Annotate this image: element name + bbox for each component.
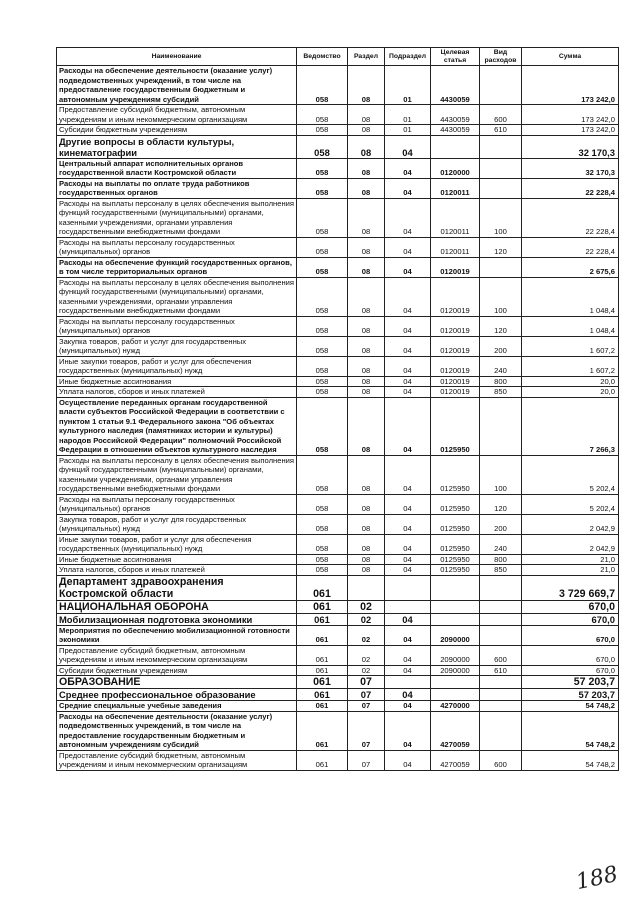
row-expense-type bbox=[480, 257, 522, 277]
row-department: 061 bbox=[297, 600, 348, 613]
row-name: Уплата налогов, сборов и иных платежей bbox=[57, 387, 297, 398]
row-target-article bbox=[431, 613, 480, 625]
row-name: Среднее профессиональное образование bbox=[57, 689, 297, 701]
row-target-article: 0120019 bbox=[431, 387, 480, 398]
row-subsection: 04 bbox=[385, 135, 431, 158]
row-expense-type: 800 bbox=[480, 554, 522, 565]
row-name: Расходы на выплаты персоналу государственных (муниципальных) органов bbox=[57, 237, 297, 257]
row-expense-type: 120 bbox=[480, 494, 522, 514]
row-target-article bbox=[431, 135, 480, 158]
row-section: 08 bbox=[348, 387, 385, 398]
row-name: Расходы на выплаты по оплате труда работников государственных органов bbox=[57, 178, 297, 198]
row-section: 08 bbox=[348, 237, 385, 257]
row-subsection: 04 bbox=[385, 514, 431, 534]
row-sum: 5 202,4 bbox=[522, 494, 619, 514]
row-subsection: 01 bbox=[385, 125, 431, 136]
row-department: 058 bbox=[297, 387, 348, 398]
row-department: 058 bbox=[297, 316, 348, 336]
row-section: 08 bbox=[348, 455, 385, 494]
row-expense-type bbox=[480, 178, 522, 198]
row-name: Расходы на обеспечение функций государственных органов, в том числе территориальных органов bbox=[57, 257, 297, 277]
row-sum: 57 203,7 bbox=[522, 689, 619, 701]
row-section: 08 bbox=[348, 397, 385, 455]
table-row bbox=[57, 105, 619, 125]
table-row bbox=[57, 316, 619, 336]
table-row bbox=[57, 125, 619, 136]
row-department: 058 bbox=[297, 376, 348, 387]
row-subsection bbox=[385, 676, 431, 689]
row-expense-type bbox=[480, 135, 522, 158]
row-expense-type: 120 bbox=[480, 316, 522, 336]
table-row bbox=[57, 455, 619, 494]
row-expense-type: 800 bbox=[480, 376, 522, 387]
row-name: Предоставление субсидий бюджетным, автономным учреждениям и иным некоммерческим организациям bbox=[57, 750, 297, 770]
row-subsection: 04 bbox=[385, 701, 431, 712]
row-sum: 21,0 bbox=[522, 554, 619, 565]
row-sum: 54 748,2 bbox=[522, 701, 619, 712]
row-target-article: 2090000 bbox=[431, 645, 480, 665]
row-section: 08 bbox=[348, 105, 385, 125]
row-sum: 2 042,9 bbox=[522, 514, 619, 534]
row-name: Департамент здравоохранения Костромской области bbox=[57, 575, 297, 600]
row-department: 061 bbox=[297, 689, 348, 701]
table-row bbox=[57, 376, 619, 387]
row-subsection: 04 bbox=[385, 613, 431, 625]
row-target-article: 0120011 bbox=[431, 237, 480, 257]
row-subsection: 04 bbox=[385, 336, 431, 356]
table-row bbox=[57, 711, 619, 750]
row-subsection: 04 bbox=[385, 645, 431, 665]
table-row bbox=[57, 198, 619, 237]
row-sum: 2 675,6 bbox=[522, 257, 619, 277]
row-expense-type bbox=[480, 613, 522, 625]
row-section: 08 bbox=[348, 158, 385, 178]
row-sum: 1 048,4 bbox=[522, 277, 619, 316]
table-body bbox=[57, 66, 619, 771]
row-target-article bbox=[431, 575, 480, 600]
row-section: 07 bbox=[348, 711, 385, 750]
row-section: 02 bbox=[348, 645, 385, 665]
row-section: 08 bbox=[348, 198, 385, 237]
row-expense-type: 240 bbox=[480, 356, 522, 376]
row-section: 08 bbox=[348, 125, 385, 136]
row-section: 07 bbox=[348, 676, 385, 689]
row-sum: 54 748,2 bbox=[522, 750, 619, 770]
row-subsection: 04 bbox=[385, 356, 431, 376]
row-department: 058 bbox=[297, 356, 348, 376]
row-sum: 21,0 bbox=[522, 565, 619, 576]
row-target-article: 0120019 bbox=[431, 277, 480, 316]
row-department: 058 bbox=[297, 494, 348, 514]
row-section: 02 bbox=[348, 600, 385, 613]
row-subsection: 04 bbox=[385, 397, 431, 455]
row-department: 061 bbox=[297, 701, 348, 712]
row-subsection: 04 bbox=[385, 198, 431, 237]
row-section: 07 bbox=[348, 701, 385, 712]
row-target-article: 4430059 bbox=[431, 105, 480, 125]
row-sum: 670,0 bbox=[522, 600, 619, 613]
row-subsection: 04 bbox=[385, 494, 431, 514]
table-row bbox=[57, 135, 619, 158]
row-subsection: 04 bbox=[385, 257, 431, 277]
row-subsection bbox=[385, 600, 431, 613]
row-target-article: 0125950 bbox=[431, 397, 480, 455]
row-subsection: 04 bbox=[385, 565, 431, 576]
row-sum: 5 202,4 bbox=[522, 455, 619, 494]
row-name: Средние специальные учебные заведения bbox=[57, 701, 297, 712]
row-name: Другие вопросы в области культуры, кинематографии bbox=[57, 135, 297, 158]
row-section: 08 bbox=[348, 336, 385, 356]
row-expense-type: 610 bbox=[480, 125, 522, 136]
row-subsection: 04 bbox=[385, 689, 431, 701]
row-section: 08 bbox=[348, 534, 385, 554]
row-expense-type: 600 bbox=[480, 105, 522, 125]
row-sum: 3 729 669,7 bbox=[522, 575, 619, 600]
row-name: Расходы на выплаты персоналу в целях обеспечения выполнения функций государственными (муниципальными) органами, казенными учреждениями, органами управления государственными внебюджетными фондами bbox=[57, 277, 297, 316]
row-department: 058 bbox=[297, 125, 348, 136]
row-department: 061 bbox=[297, 711, 348, 750]
row-name: Мероприятия по обеспечению мобилизационной готовности экономики bbox=[57, 625, 297, 645]
row-name: Уплата налогов, сборов и иных платежей bbox=[57, 565, 297, 576]
table-row bbox=[57, 565, 619, 576]
row-section: 08 bbox=[348, 135, 385, 158]
row-expense-type bbox=[480, 600, 522, 613]
row-target-article bbox=[431, 600, 480, 613]
row-expense-type bbox=[480, 397, 522, 455]
row-target-article: 0125950 bbox=[431, 534, 480, 554]
row-target-article: 0125950 bbox=[431, 565, 480, 576]
budget-page bbox=[56, 47, 618, 771]
row-subsection: 04 bbox=[385, 158, 431, 178]
row-target-article: 0125950 bbox=[431, 494, 480, 514]
header-sum: Сумма bbox=[522, 48, 619, 66]
row-expense-type bbox=[480, 701, 522, 712]
row-section: 08 bbox=[348, 554, 385, 565]
row-name: Мобилизационная подготовка экономики bbox=[57, 613, 297, 625]
row-target-article: 2090000 bbox=[431, 625, 480, 645]
row-section: 08 bbox=[348, 66, 385, 105]
row-department: 061 bbox=[297, 575, 348, 600]
table-row bbox=[57, 600, 619, 613]
row-name: Осуществление переданных органам государственной власти субъектов Российской Федерации в соответствии с пунктом 1 статьи 9.1 Федерального закона "Об объектах культурного наследия (памятниках истории и культуры) народов Российской Федерации" полномочий Российской Федерации в отношении объектов культурного наследия bbox=[57, 397, 297, 455]
row-department: 058 bbox=[297, 158, 348, 178]
table-row bbox=[57, 665, 619, 676]
row-sum: 670,0 bbox=[522, 625, 619, 645]
row-department: 058 bbox=[297, 277, 348, 316]
row-sum: 173 242,0 bbox=[522, 125, 619, 136]
row-name: Иные бюджетные ассигнования bbox=[57, 554, 297, 565]
table-row bbox=[57, 575, 619, 600]
row-sum: 57 203,7 bbox=[522, 676, 619, 689]
row-sum: 670,0 bbox=[522, 665, 619, 676]
row-target-article bbox=[431, 676, 480, 689]
row-section: 08 bbox=[348, 257, 385, 277]
handwritten-page-number: 188 bbox=[573, 861, 621, 896]
row-section: 08 bbox=[348, 514, 385, 534]
row-subsection: 01 bbox=[385, 105, 431, 125]
row-target-article: 0120019 bbox=[431, 336, 480, 356]
table-row bbox=[57, 387, 619, 398]
row-sum: 173 242,0 bbox=[522, 105, 619, 125]
row-target-article: 0120011 bbox=[431, 178, 480, 198]
table-row bbox=[57, 554, 619, 565]
row-name: Иные бюджетные ассигнования bbox=[57, 376, 297, 387]
row-sum: 670,0 bbox=[522, 613, 619, 625]
row-subsection: 04 bbox=[385, 750, 431, 770]
row-section: 07 bbox=[348, 689, 385, 701]
row-section: 02 bbox=[348, 665, 385, 676]
row-subsection: 04 bbox=[385, 387, 431, 398]
row-subsection: 04 bbox=[385, 178, 431, 198]
row-expense-type: 200 bbox=[480, 514, 522, 534]
table-row bbox=[57, 750, 619, 770]
row-expense-type: 240 bbox=[480, 534, 522, 554]
row-department: 058 bbox=[297, 257, 348, 277]
row-target-article: 0120019 bbox=[431, 376, 480, 387]
row-expense-type: 120 bbox=[480, 237, 522, 257]
row-expense-type bbox=[480, 158, 522, 178]
row-section: 02 bbox=[348, 625, 385, 645]
row-department: 061 bbox=[297, 613, 348, 625]
row-sum: 1 607,2 bbox=[522, 356, 619, 376]
row-subsection: 04 bbox=[385, 455, 431, 494]
row-expense-type: 850 bbox=[480, 387, 522, 398]
row-sum: 32 170,3 bbox=[522, 158, 619, 178]
row-target-article: 0120019 bbox=[431, 316, 480, 336]
table-row bbox=[57, 237, 619, 257]
row-subsection: 04 bbox=[385, 316, 431, 336]
row-expense-type bbox=[480, 575, 522, 600]
row-expense-type bbox=[480, 676, 522, 689]
row-target-article: 4430059 bbox=[431, 66, 480, 105]
row-name: Расходы на выплаты персоналу в целях обеспечения выполнения функций государственными (муниципальными) органами, казенными учреждениями, органами управления государственными внебюджетными фондами bbox=[57, 455, 297, 494]
row-expense-type bbox=[480, 689, 522, 701]
row-sum: 22 228,4 bbox=[522, 198, 619, 237]
row-name: Расходы на обеспечение деятельности (оказание услуг) подведомственных учреждений, в том числе на предоставление государственным бюджетным и автономным учреждениям субсидий bbox=[57, 711, 297, 750]
row-name: Расходы на выплаты персоналу в целях обеспечения выполнения функций государственными (муниципальными) органами, казенными учреждениями, органами управления государственными внебюджетными фондами bbox=[57, 198, 297, 237]
row-name: Центральный аппарат исполнительных органов государственной власти Костромской области bbox=[57, 158, 297, 178]
row-department: 058 bbox=[297, 554, 348, 565]
row-target-article: 0125950 bbox=[431, 514, 480, 534]
row-department: 058 bbox=[297, 565, 348, 576]
row-target-article: 0120000 bbox=[431, 158, 480, 178]
row-name: Иные закупки товаров, работ и услуг для обеспечения государственных (муниципальных) нужд bbox=[57, 534, 297, 554]
row-department: 061 bbox=[297, 645, 348, 665]
row-target-article: 0120011 bbox=[431, 198, 480, 237]
row-subsection: 04 bbox=[385, 237, 431, 257]
row-target-article: 4270000 bbox=[431, 701, 480, 712]
table-row bbox=[57, 257, 619, 277]
row-expense-type: 100 bbox=[480, 198, 522, 237]
row-section: 08 bbox=[348, 565, 385, 576]
row-section: 08 bbox=[348, 178, 385, 198]
row-department: 061 bbox=[297, 676, 348, 689]
row-sum: 54 748,2 bbox=[522, 711, 619, 750]
row-department: 058 bbox=[297, 105, 348, 125]
row-target-article: 4430059 bbox=[431, 125, 480, 136]
row-expense-type: 600 bbox=[480, 645, 522, 665]
row-subsection bbox=[385, 575, 431, 600]
row-department: 058 bbox=[297, 336, 348, 356]
row-subsection: 04 bbox=[385, 625, 431, 645]
table-row bbox=[57, 277, 619, 316]
row-sum: 22 228,4 bbox=[522, 178, 619, 198]
row-name: Закупка товаров, работ и услуг для государственных (муниципальных) нужд bbox=[57, 336, 297, 356]
row-sum: 22 228,4 bbox=[522, 237, 619, 257]
row-sum: 2 042,9 bbox=[522, 534, 619, 554]
header-subsection: Подраздел bbox=[385, 48, 431, 66]
row-sum: 1 048,4 bbox=[522, 316, 619, 336]
row-sum: 173 242,0 bbox=[522, 66, 619, 105]
row-target-article: 0120019 bbox=[431, 356, 480, 376]
row-name: Расходы на выплаты персоналу государственных (муниципальных) органов bbox=[57, 316, 297, 336]
row-department: 061 bbox=[297, 665, 348, 676]
table-row bbox=[57, 689, 619, 701]
header-section: Раздел bbox=[348, 48, 385, 66]
table-row bbox=[57, 178, 619, 198]
row-subsection: 04 bbox=[385, 665, 431, 676]
row-subsection: 04 bbox=[385, 376, 431, 387]
row-target-article: 0125950 bbox=[431, 554, 480, 565]
header-department: Ведомство bbox=[297, 48, 348, 66]
row-expense-type bbox=[480, 711, 522, 750]
row-department: 058 bbox=[297, 237, 348, 257]
table-row bbox=[57, 613, 619, 625]
table-row bbox=[57, 494, 619, 514]
header-expense-type: Вид расходов bbox=[480, 48, 522, 66]
table-row bbox=[57, 514, 619, 534]
table-row bbox=[57, 625, 619, 645]
row-department: 058 bbox=[297, 135, 348, 158]
table-row bbox=[57, 701, 619, 712]
row-department: 058 bbox=[297, 198, 348, 237]
row-section: 07 bbox=[348, 750, 385, 770]
row-expense-type: 100 bbox=[480, 455, 522, 494]
row-subsection: 04 bbox=[385, 534, 431, 554]
row-department: 058 bbox=[297, 66, 348, 105]
row-expense-type: 100 bbox=[480, 277, 522, 316]
row-department: 061 bbox=[297, 625, 348, 645]
row-name: Предоставление субсидий бюджетным, автономным учреждениям и иным некоммерческим организациям bbox=[57, 105, 297, 125]
row-name: НАЦИОНАЛЬНАЯ ОБОРОНА bbox=[57, 600, 297, 613]
row-department: 058 bbox=[297, 534, 348, 554]
row-name: Расходы на выплаты персоналу государственных (муниципальных) органов bbox=[57, 494, 297, 514]
row-expense-type: 610 bbox=[480, 665, 522, 676]
header-target-article: Целевая статья bbox=[431, 48, 480, 66]
row-sum: 1 607,2 bbox=[522, 336, 619, 356]
row-department: 058 bbox=[297, 178, 348, 198]
row-target-article: 2090000 bbox=[431, 665, 480, 676]
row-sum: 20,0 bbox=[522, 376, 619, 387]
table-row bbox=[57, 534, 619, 554]
table-row bbox=[57, 645, 619, 665]
row-name: Закупка товаров, работ и услуг для государственных (муниципальных) нужд bbox=[57, 514, 297, 534]
table-header-row bbox=[57, 48, 619, 66]
row-expense-type: 600 bbox=[480, 750, 522, 770]
row-department: 058 bbox=[297, 514, 348, 534]
row-subsection: 01 bbox=[385, 66, 431, 105]
row-expense-type bbox=[480, 66, 522, 105]
row-target-article bbox=[431, 689, 480, 701]
row-sum: 670,0 bbox=[522, 645, 619, 665]
row-expense-type: 200 bbox=[480, 336, 522, 356]
table-row bbox=[57, 158, 619, 178]
header-name: Наименование bbox=[57, 48, 297, 66]
row-subsection: 04 bbox=[385, 711, 431, 750]
row-expense-type: 850 bbox=[480, 565, 522, 576]
row-department: 061 bbox=[297, 750, 348, 770]
table-row bbox=[57, 66, 619, 105]
row-name: Расходы на обеспечение деятельности (оказание услуг) подведомственных учреждений, в том числе на предоставление государственным бюджетным и автономным учреждениям субсидий bbox=[57, 66, 297, 105]
row-section: 02 bbox=[348, 613, 385, 625]
row-expense-type bbox=[480, 625, 522, 645]
row-name: Субсидии бюджетным учреждениям bbox=[57, 665, 297, 676]
row-name: ОБРАЗОВАНИЕ bbox=[57, 676, 297, 689]
row-subsection: 04 bbox=[385, 554, 431, 565]
row-section: 08 bbox=[348, 316, 385, 336]
row-target-article: 0120019 bbox=[431, 257, 480, 277]
row-subsection: 04 bbox=[385, 277, 431, 316]
row-section: 08 bbox=[348, 376, 385, 387]
row-name: Иные закупки товаров, работ и услуг для обеспечения государственных (муниципальных) нужд bbox=[57, 356, 297, 376]
row-section: 08 bbox=[348, 277, 385, 316]
row-department: 058 bbox=[297, 455, 348, 494]
table-row bbox=[57, 356, 619, 376]
row-target-article: 0125950 bbox=[431, 455, 480, 494]
row-sum: 20,0 bbox=[522, 387, 619, 398]
row-sum: 32 170,3 bbox=[522, 135, 619, 158]
row-name: Субсидии бюджетным учреждениям bbox=[57, 125, 297, 136]
budget-table bbox=[56, 47, 619, 771]
table-row bbox=[57, 676, 619, 689]
table-row bbox=[57, 336, 619, 356]
row-target-article: 4270059 bbox=[431, 711, 480, 750]
row-target-article: 4270059 bbox=[431, 750, 480, 770]
row-sum: 7 266,3 bbox=[522, 397, 619, 455]
row-section: 08 bbox=[348, 356, 385, 376]
table-row bbox=[57, 397, 619, 455]
row-section: 08 bbox=[348, 494, 385, 514]
row-department: 058 bbox=[297, 397, 348, 455]
row-name: Предоставление субсидий бюджетным, автономным учреждениям и иным некоммерческим организациям bbox=[57, 645, 297, 665]
row-section bbox=[348, 575, 385, 600]
